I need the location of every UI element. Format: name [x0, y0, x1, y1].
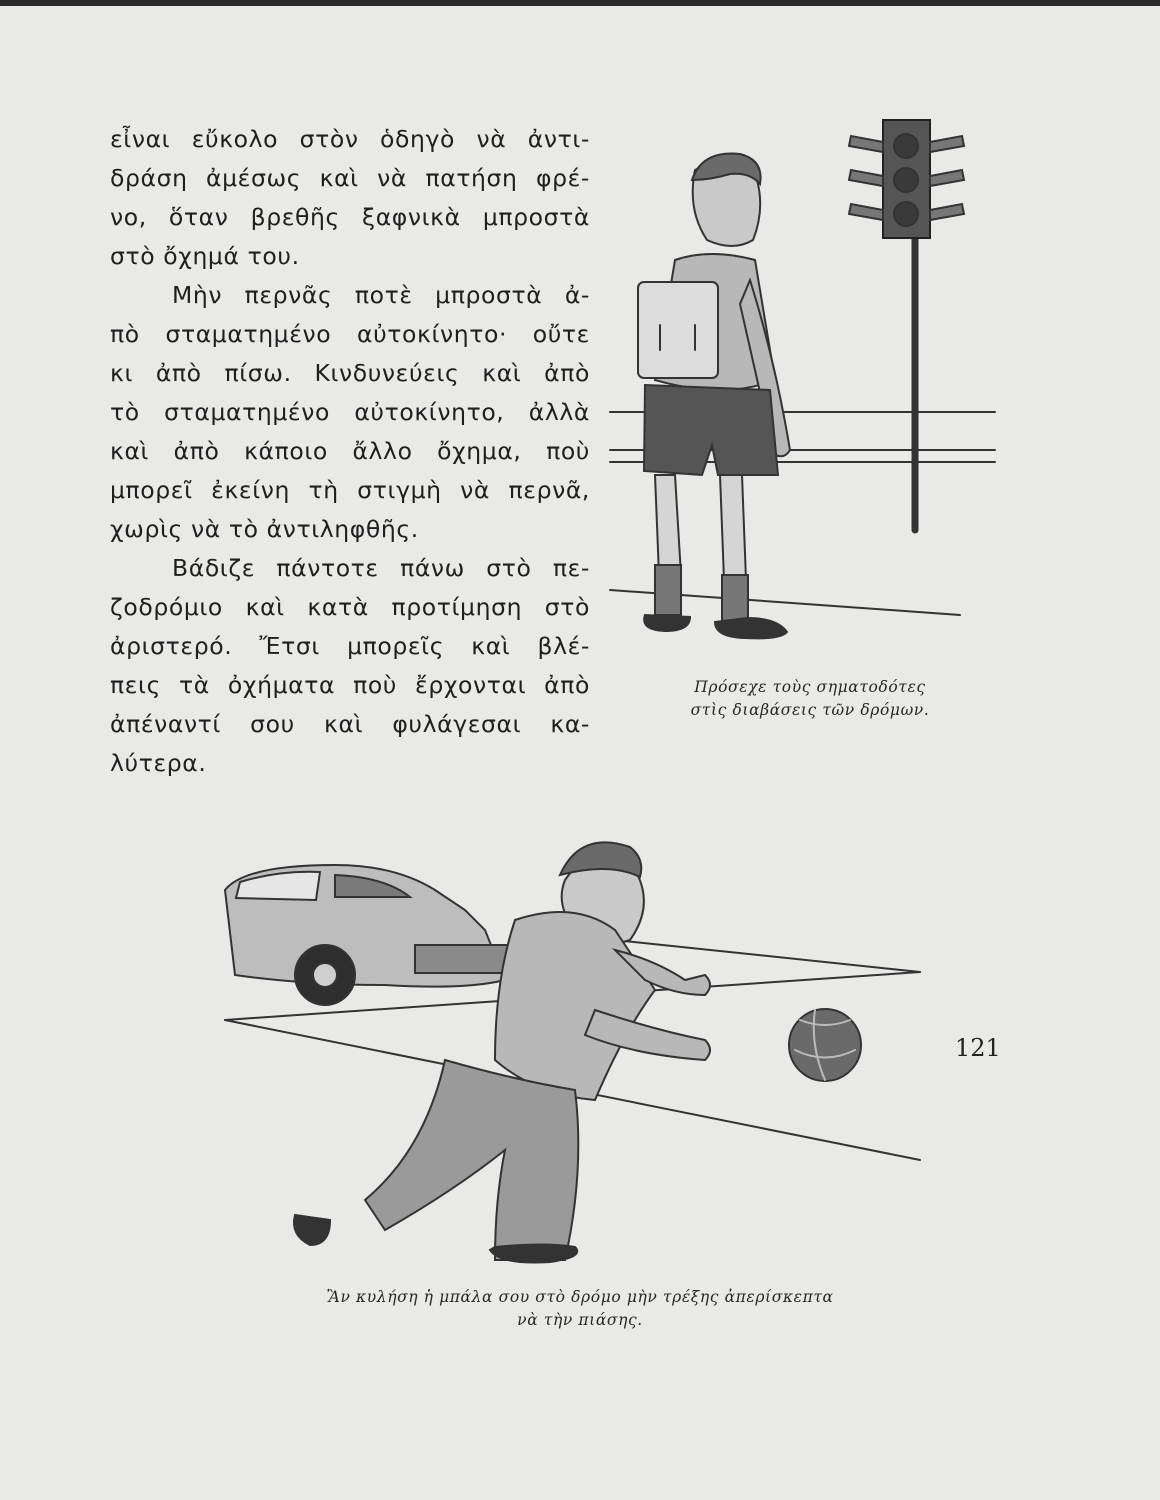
text-line: ζοδρόμιο καὶ κατὰ προτίμηση στὸ	[110, 593, 590, 621]
figure2-caption-line: Ἂν κυλήση ἡ μπάλα σου στὸ δρόμο μὴν τρέξης ἀπερίσκεπτα	[326, 1288, 834, 1306]
text-line: καὶ ἀπὸ κάποιο ἄλλο ὄχημα, ποὺ	[110, 437, 590, 465]
text-line: πὸ σταματημένο αὐτοκίνητο· οὔτε	[110, 320, 590, 348]
text-line: Βάδιζε πάντοτε πάνω στὸ πε-	[172, 554, 590, 582]
page-top-edge	[0, 0, 1160, 6]
text-line: στὸ ὄχημά του.	[110, 242, 300, 270]
body-text	[110, 120, 590, 783]
figure2-caption-line: νὰ τὴν πιάσης.	[517, 1311, 643, 1329]
page-number: 121	[955, 1034, 1001, 1062]
text-line: τὸ σταματημένο αὐτοκίνητο, ἀλλὰ	[110, 398, 590, 426]
text-line: ἀριστερό. Ἔτσι μπορεῖς καὶ βλέ-	[110, 632, 590, 660]
figure1-caption-line: στὶς διαβάσεις τῶν δρόμων.	[690, 701, 930, 719]
text-line: λύτερα.	[110, 749, 207, 777]
illustration-boy-ball-car	[215, 820, 935, 1280]
figure2-caption	[230, 1286, 930, 1332]
text-line: δράση ἀμέσως καὶ νὰ πατήση φρέ-	[110, 164, 590, 192]
text-line: κι ἀπὸ πίσω. Κινδυνεύεις καὶ ἀπὸ	[110, 359, 590, 387]
text-line: ἀπέναντί σου καὶ φυλάγεσαι κα-	[110, 710, 590, 738]
text-line: Μὴν περνᾶς ποτὲ μπροστὰ ἀ-	[172, 281, 590, 309]
text-line: χωρὶς νὰ τὸ ἀντιληφθῆς.	[110, 515, 419, 543]
text-line: μπορεῖ ἐκείνη τὴ στιγμὴ νὰ περνᾶ,	[110, 476, 590, 504]
text-line: εἶναι εὔκολο στὸν ὁδηγὸ νὰ ἀντι-	[110, 125, 590, 153]
illustration-boy-at-traffic-light	[600, 110, 1020, 670]
text-line: πεις τὰ ὀχήματα ποὺ ἔρχονται ἀπὸ	[110, 671, 590, 699]
figure1-caption-line: Πρόσεχε τοὺς σηματοδότες	[694, 678, 926, 696]
text-line: νο, ὅταν βρεθῆς ξαφνικὰ μπροστὰ	[110, 203, 590, 231]
figure1-caption	[640, 676, 980, 722]
